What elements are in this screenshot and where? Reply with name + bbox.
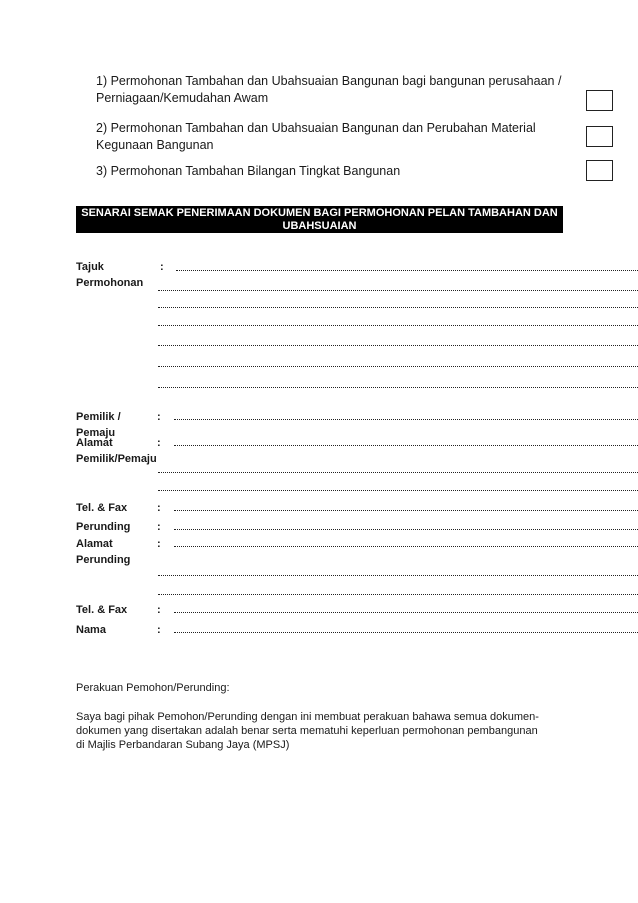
tajuk-label: Tajuk Permohonan <box>76 261 144 289</box>
alamat-pemilik-label: Alamat Pemilik/Pemaju <box>76 437 157 465</box>
option-2-checkbox[interactable] <box>586 126 613 147</box>
pemilik-label: Pemilik / Pemaju <box>76 411 121 439</box>
tajuk-line-2[interactable] <box>158 290 638 291</box>
alamat-perunding-colon: : <box>157 538 161 550</box>
option-1-checkbox[interactable] <box>586 90 613 111</box>
tel-fax-label: Tel. & Fax <box>76 502 128 514</box>
option-2-text: 2) Permohonan Tambahan dan Ubahsuaian Bangunan dan Perubahan Material Kegunaan Bangunan <box>96 121 536 152</box>
perunding-line[interactable] <box>174 529 638 530</box>
alamat-perunding-line-3[interactable] <box>158 594 638 595</box>
alamat-pemilik-colon: : <box>157 437 161 449</box>
nama-label: Nama <box>76 624 106 636</box>
declaration-title: Perakuan Pemohon/Perunding: <box>76 682 230 694</box>
tajuk-line-6[interactable] <box>158 366 638 367</box>
tel-fax-line[interactable] <box>174 510 638 511</box>
nama-colon: : <box>157 624 161 636</box>
declaration-body: Saya bagi pihak Pemohon/Perunding dengan ini membuat perakuan bahawa semua dokumen-dokumen yang disertakan adalah benar serta mematuhi keperluan permohonan pembangunan di Majlis Perbandaran Subang Jaya (MPSJ) <box>76 711 539 751</box>
alamat-pemilik-line-1[interactable] <box>174 445 638 446</box>
alamat-perunding-line-2[interactable] <box>158 575 638 576</box>
tel-fax-2-label: Tel. & Fax <box>76 604 128 616</box>
perunding-label: Perunding <box>76 521 131 533</box>
tel-fax-colon: : <box>157 502 161 514</box>
tajuk-colon: : <box>160 261 164 273</box>
option-3-checkbox[interactable] <box>586 160 613 181</box>
nama-line[interactable] <box>174 632 638 633</box>
alamat-pemilik-line-2[interactable] <box>158 472 638 473</box>
tajuk-line-4[interactable] <box>158 325 638 326</box>
tel-fax-2-colon: : <box>157 604 161 616</box>
tajuk-line-7[interactable] <box>158 387 638 388</box>
tajuk-line-1[interactable] <box>176 270 638 271</box>
tajuk-line-3[interactable] <box>158 307 638 308</box>
option-1-text: 1) Permohonan Tambahan dan Ubahsuaian Bangunan bagi bangunan perusahaan / Perniagaan/Kemudahan Awam <box>96 74 562 105</box>
checklist-banner: SENARAI SEMAK PENERIMAAN DOKUMEN BAGI PERMOHONAN PELAN TAMBAHAN DAN UBAHSUAIAN <box>76 206 563 233</box>
alamat-perunding-line-1[interactable] <box>174 546 638 547</box>
pemilik-colon: : <box>157 411 161 423</box>
alamat-pemilik-line-3[interactable] <box>158 490 638 491</box>
option-3-text: 3) Permohonan Tambahan Bilangan Tingkat Bangunan <box>96 164 401 178</box>
tel-fax-2-line[interactable] <box>174 612 638 613</box>
perunding-colon: : <box>157 521 161 533</box>
pemilik-line[interactable] <box>174 419 638 420</box>
tajuk-line-5[interactable] <box>158 345 638 346</box>
alamat-perunding-label: Alamat Perunding <box>76 538 131 566</box>
